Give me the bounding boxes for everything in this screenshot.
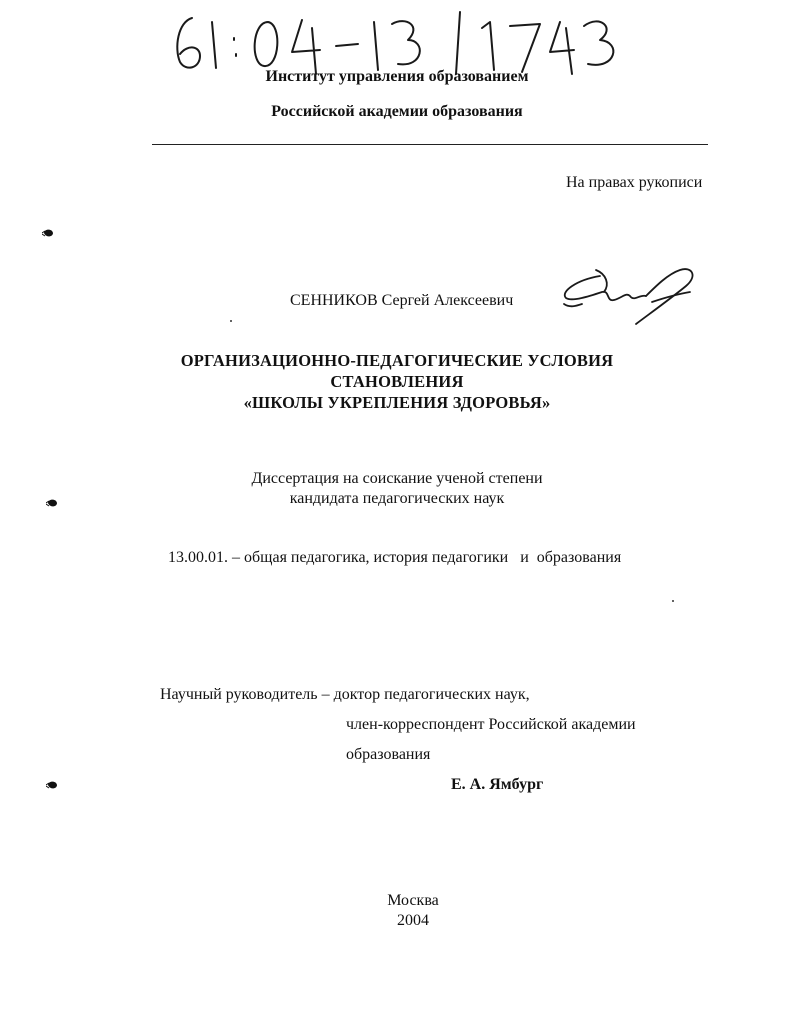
institute-name: Институт управления образованием — [265, 68, 529, 85]
scan-speck — [672, 600, 674, 602]
dissertation-degree-line-2: кандидата педагогических наук — [289, 490, 505, 507]
title-line-1: ОРГАНИЗАЦИОННО-ПЕДАГОГИЧЕСКИЕ УСЛОВИЯ — [180, 351, 614, 370]
punch-hole-mark-top — [42, 226, 54, 238]
academy-name: Российской академии образования — [271, 103, 523, 120]
supervisor-line-3: образования — [346, 746, 431, 763]
specialty-code: 13.00.01. – общая педагогика, история педагогики и образования — [168, 549, 622, 566]
manuscript-rights-note: На правах рукописи — [566, 174, 703, 191]
dissertation-degree-line-1: Диссертация на соискание ученой степени — [251, 470, 543, 487]
header-divider — [152, 144, 708, 145]
author-signature — [556, 262, 706, 328]
supervisor-line-2: член-корреспондент Российской академии — [346, 716, 636, 733]
supervisor-line-1: Научный руководитель – доктор педагогических наук, — [160, 686, 530, 703]
supervisor-name: Е. А. Ямбург — [451, 776, 544, 793]
city: Москва — [387, 892, 439, 909]
title-line-3: «ШКОЛЫ УКРЕПЛЕНИЯ ЗДОРОВЬЯ» — [243, 393, 551, 412]
punch-hole-mark-bottom — [46, 778, 58, 790]
year: 2004 — [397, 912, 429, 929]
punch-hole-mark-middle — [46, 496, 58, 508]
title-line-2: СТАНОВЛЕНИЯ — [330, 372, 464, 391]
author-name: СЕННИКОВ Сергей Алексеевич — [290, 292, 514, 309]
scan-speck — [230, 320, 232, 322]
